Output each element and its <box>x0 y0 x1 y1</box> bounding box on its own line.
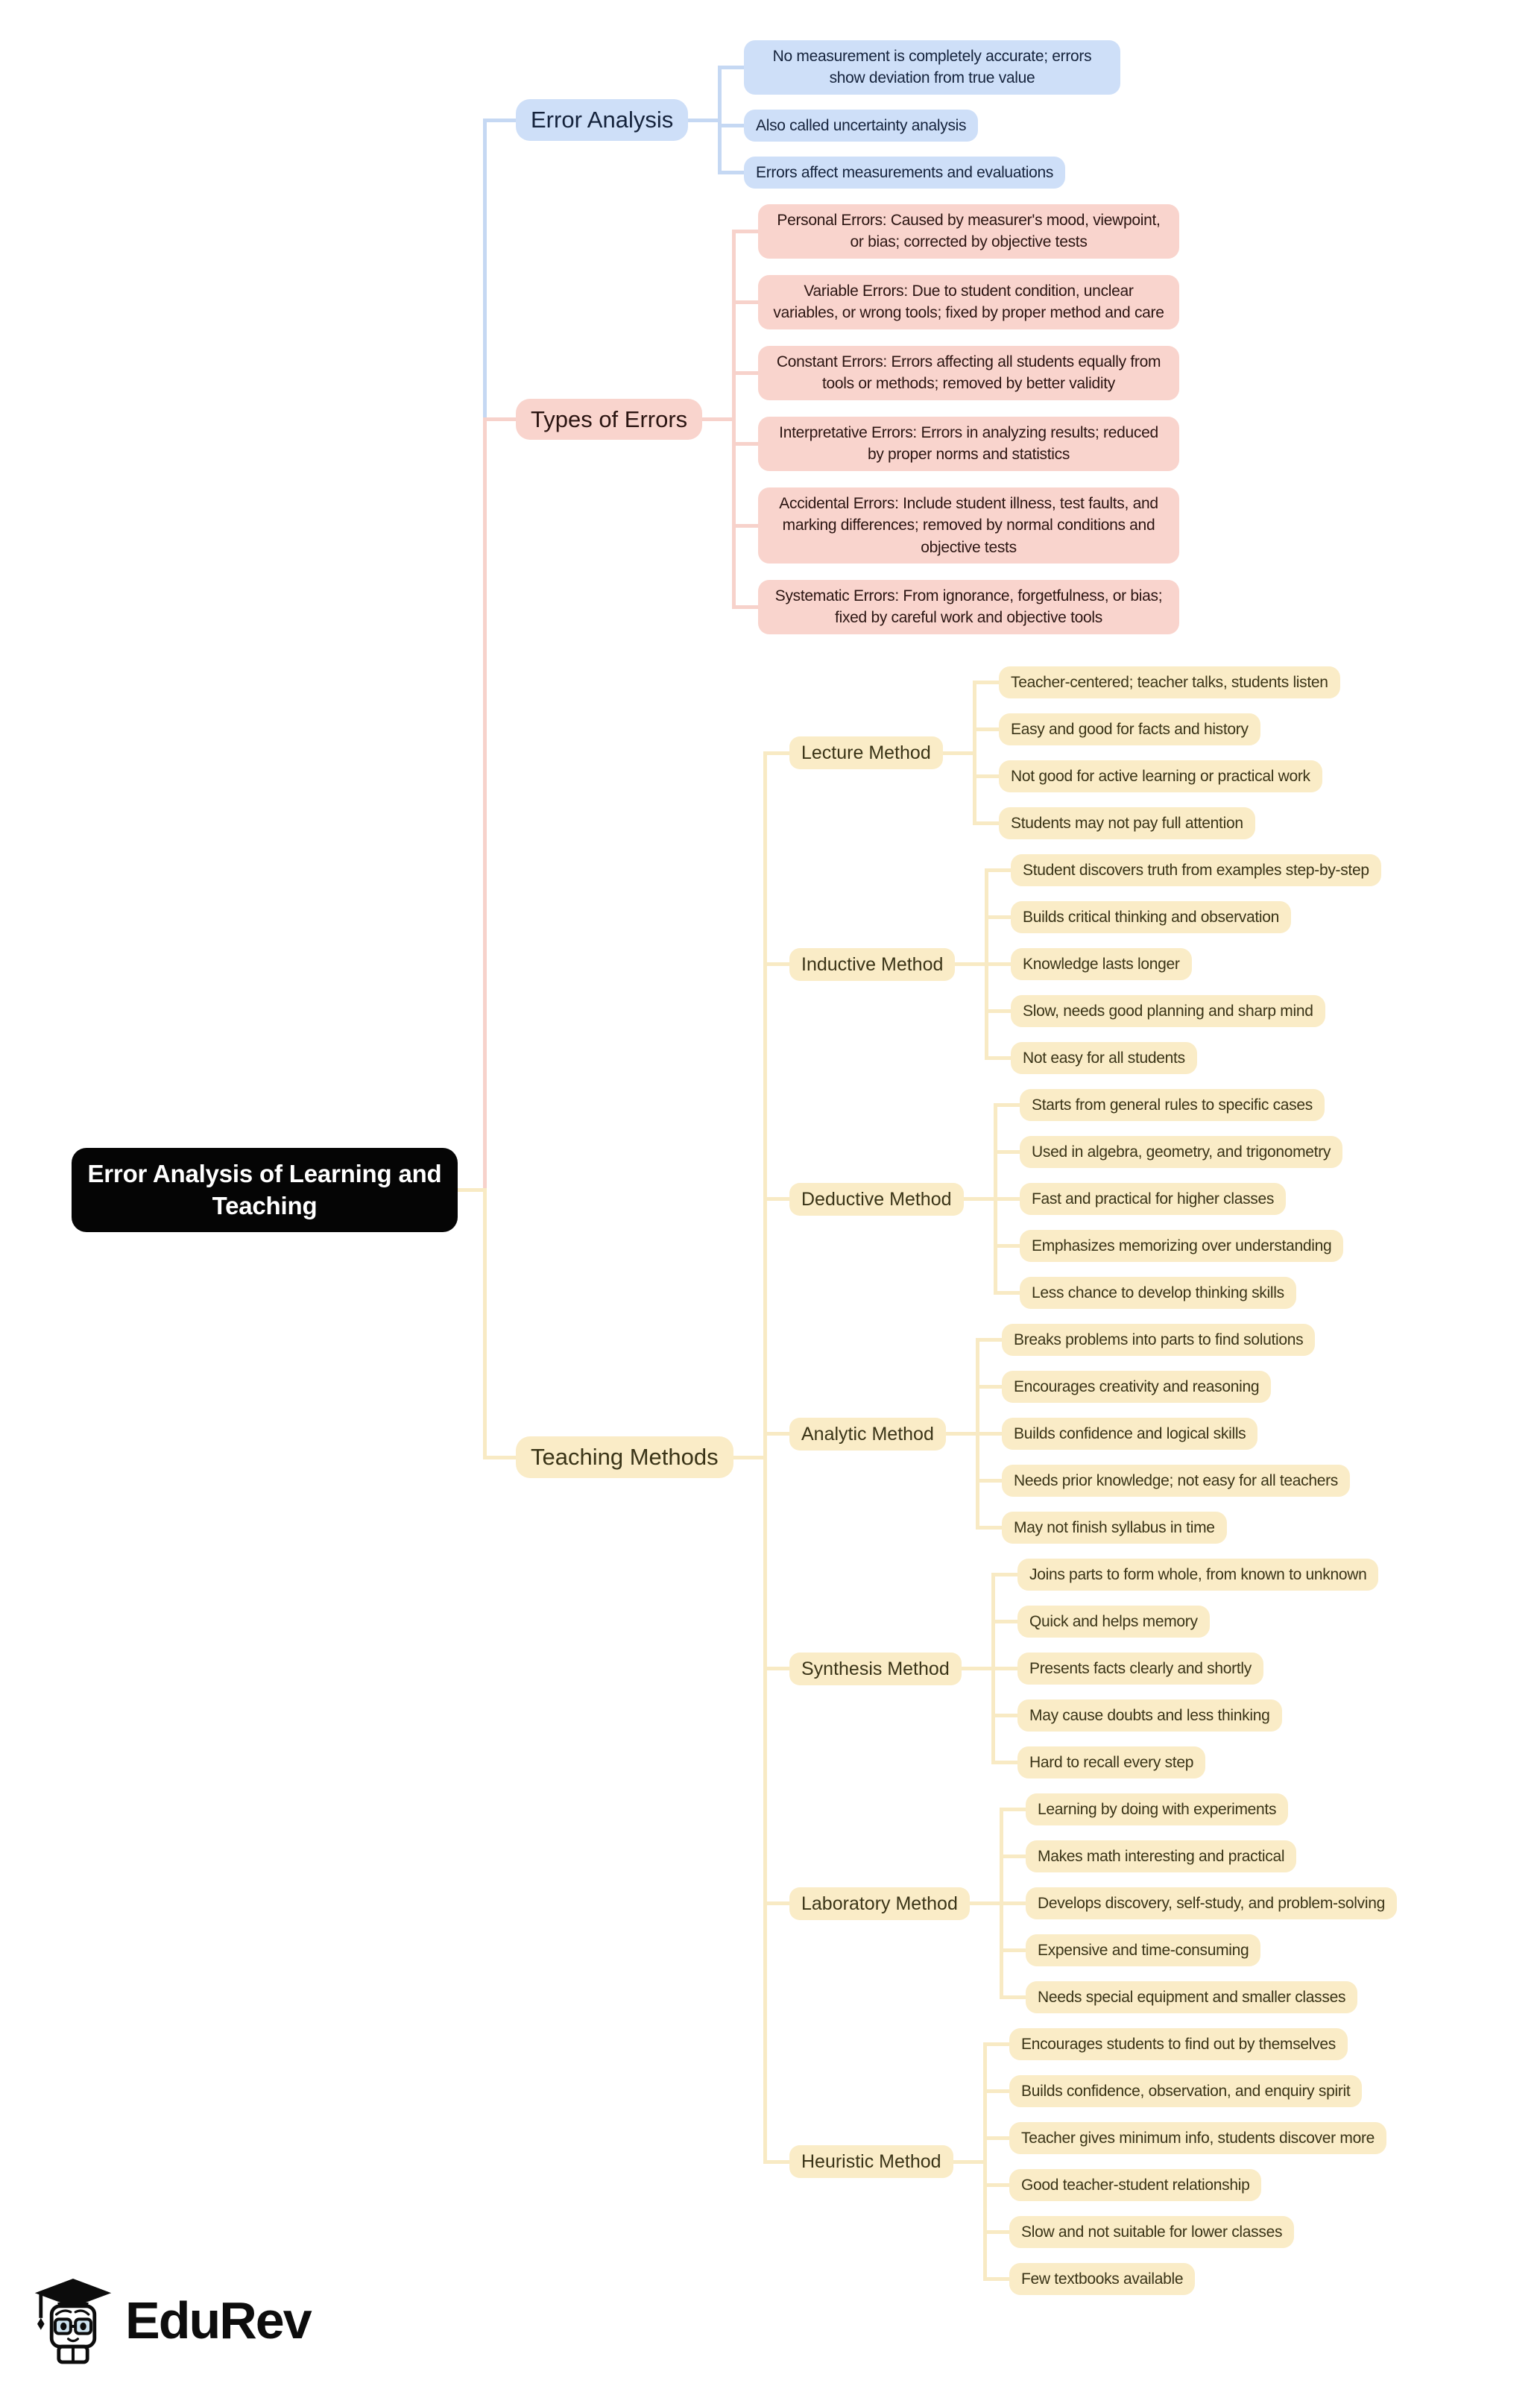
connector-line <box>718 171 744 174</box>
leaf-node: Used in algebra, geometry, and trigonometry <box>1020 1136 1342 1168</box>
leaf-node: Few textbooks available <box>1009 2263 1195 2295</box>
connector-line <box>983 2277 1009 2281</box>
method-node-heuristic-method: Heuristic Method <box>789 2145 953 2178</box>
leaf-node: Accidental Errors: Include student illness, test faults, and marking differences; removed by normal conditions and objective tests <box>758 487 1179 564</box>
connector-line <box>763 1667 789 1670</box>
connector-line <box>991 1573 1017 1576</box>
leaf-node: Joins parts to form whole, from known to unknown <box>1017 1559 1378 1591</box>
method-node-laboratory-method: Laboratory Method <box>789 1887 970 1920</box>
leaf-node: Starts from general rules to specific cases <box>1020 1089 1325 1121</box>
connector-line <box>733 1456 767 1459</box>
leaf-node: Makes math interesting and practical <box>1026 1840 1296 1872</box>
connector-line <box>976 1338 1002 1342</box>
leaf-node: Student discovers truth from examples step-by-step <box>1011 854 1381 886</box>
connector-line <box>973 821 999 825</box>
connector-line <box>1000 1855 1026 1858</box>
edurev-mascot-icon <box>31 2275 115 2366</box>
connector-line <box>983 2183 1009 2187</box>
leaf-node: Presents facts clearly and shortly <box>1017 1653 1263 1685</box>
connector-line <box>985 1056 1011 1060</box>
leaf-node: Constant Errors: Errors affecting all students equally from tools or methods; removed by better validity <box>758 346 1179 400</box>
leaf-node: Needs special equipment and smaller classes <box>1026 1981 1357 2013</box>
leaf-node: Encourages creativity and reasoning <box>1002 1371 1271 1403</box>
connector-line <box>732 442 758 446</box>
connector-line <box>1000 1901 1026 1905</box>
leaf-node: Hard to recall every step <box>1017 1746 1205 1778</box>
connector-line <box>718 66 744 69</box>
connector-line <box>983 2089 1009 2093</box>
leaf-node: Slow, needs good planning and sharp mind <box>1011 995 1325 1027</box>
leaf-node: Variable Errors: Due to student condition, unclear variables, or wrong tools; fixed by proper method and care <box>758 275 1179 329</box>
leaf-node: Students may not pay full attention <box>999 807 1255 839</box>
connector-line <box>1000 1808 1026 1811</box>
connector-line <box>732 524 758 528</box>
method-node-deductive-method: Deductive Method <box>789 1183 964 1216</box>
connector-line <box>946 1432 979 1436</box>
connector-line <box>994 1150 1020 1154</box>
root-node: Error Analysis of Learning and Teaching <box>72 1148 458 1232</box>
connector-line <box>483 1456 516 1459</box>
leaf-node: Learning by doing with experiments <box>1026 1793 1288 1825</box>
connector-line <box>991 1761 1017 1764</box>
leaf-node: Easy and good for facts and history <box>999 713 1260 745</box>
connector-line <box>1000 1948 1026 1952</box>
connector-line <box>763 751 789 755</box>
connector-line <box>483 417 487 1192</box>
leaf-node: Knowledge lasts longer <box>1011 948 1192 980</box>
connector-line <box>994 1291 1020 1295</box>
leaf-node: Errors affect measurements and evaluations <box>744 157 1065 189</box>
branch-node-teaching-methods: Teaching Methods <box>516 1436 733 1478</box>
connector-line <box>763 1432 789 1436</box>
connector-line <box>985 1009 1011 1013</box>
connector-line <box>983 2230 1009 2234</box>
leaf-node: Encourages students to find out by themselves <box>1009 2028 1348 2060</box>
connector-line <box>763 962 789 966</box>
connector-line <box>483 417 516 421</box>
connector-line <box>718 124 744 127</box>
connector-line <box>994 1103 1020 1107</box>
method-node-analytic-method: Analytic Method <box>789 1418 946 1451</box>
connector-line <box>976 1385 1002 1389</box>
connector-line <box>983 2136 1009 2140</box>
leaf-node: Fast and practical for higher classes <box>1020 1183 1286 1215</box>
leaf-node: Develops discovery, self-study, and problem-solving <box>1026 1887 1397 1919</box>
leaf-node: May cause doubts and less thinking <box>1017 1699 1282 1732</box>
connector-line <box>991 1714 1017 1717</box>
leaf-node: Good teacher-student relationship <box>1009 2169 1261 2201</box>
leaf-node: Builds confidence, observation, and enquiry spirit <box>1009 2075 1362 2107</box>
leaf-node: Quick and helps memory <box>1017 1606 1210 1638</box>
connector-line <box>732 230 758 233</box>
connector-line <box>962 1667 995 1670</box>
connector-line <box>973 727 999 731</box>
connector-line <box>732 605 758 609</box>
connector-line <box>985 915 1011 919</box>
connector-line <box>953 2160 987 2164</box>
method-node-synthesis-method: Synthesis Method <box>789 1653 962 1685</box>
connector-line <box>970 1901 1003 1905</box>
connector-line <box>983 2042 1009 2046</box>
leaf-node: Personal Errors: Caused by measurer's mood, viewpoint, or bias; corrected by objective tests <box>758 204 1179 259</box>
connector-line <box>763 1197 789 1201</box>
connector-line <box>732 371 758 375</box>
leaf-node: Expensive and time-consuming <box>1026 1934 1260 1966</box>
leaf-node: Interpretative Errors: Errors in analyzing results; reduced by proper norms and statistics <box>758 417 1179 471</box>
connector-line <box>943 751 976 755</box>
branch-node-error-analysis: Error Analysis <box>516 99 688 141</box>
connector-line <box>985 962 1011 966</box>
leaf-node: Teacher gives minimum info, students discover more <box>1009 2122 1386 2154</box>
leaf-node: Teacher-centered; teacher talks, students listen <box>999 666 1340 698</box>
leaf-node: Less chance to develop thinking skills <box>1020 1277 1296 1309</box>
connector-line <box>483 1188 487 1459</box>
leaf-node: Also called uncertainty analysis <box>744 110 978 142</box>
leaf-node: Builds confidence and logical skills <box>1002 1418 1257 1450</box>
connector-line <box>483 119 487 422</box>
connector-line <box>458 1188 487 1192</box>
connector-line <box>732 300 758 304</box>
method-node-lecture-method: Lecture Method <box>789 736 943 769</box>
connector-line <box>973 774 999 778</box>
connector-line <box>991 1620 1017 1623</box>
connector-line <box>985 868 1011 872</box>
leaf-node: No measurement is completely accurate; errors show deviation from true value <box>744 40 1120 95</box>
connector-line <box>991 1667 1017 1670</box>
connector-line <box>1000 1995 1026 1999</box>
method-node-inductive-method: Inductive Method <box>789 948 955 981</box>
connector-line <box>994 1244 1020 1248</box>
connector-line <box>976 1479 1002 1483</box>
connector-line <box>688 119 722 122</box>
edurev-logo-text: EduRev <box>125 2291 311 2349</box>
connector-line <box>483 119 516 122</box>
connector-line <box>763 1901 789 1905</box>
leaf-node: Emphasizes memorizing over understanding <box>1020 1230 1343 1262</box>
connector-line <box>763 2160 789 2164</box>
connector-line <box>955 962 988 966</box>
connector-line <box>976 1526 1002 1530</box>
connector-line <box>702 417 736 421</box>
connector-line <box>976 1432 1002 1436</box>
leaf-node: Slow and not suitable for lower classes <box>1009 2216 1294 2248</box>
leaf-node: Not good for active learning or practical work <box>999 760 1322 792</box>
leaf-node: Not easy for all students <box>1011 1042 1197 1074</box>
leaf-node: Needs prior knowledge; not easy for all teachers <box>1002 1465 1350 1497</box>
connector-line <box>964 1197 997 1201</box>
connector-line <box>994 1197 1020 1201</box>
leaf-node: Systematic Errors: From ignorance, forgetfulness, or bias; fixed by careful work and objective tools <box>758 580 1179 634</box>
edurev-logo <box>31 2275 311 2366</box>
branch-node-types-of-errors: Types of Errors <box>516 399 702 441</box>
leaf-node: Breaks problems into parts to find solutions <box>1002 1324 1315 1356</box>
leaf-node: Builds critical thinking and observation <box>1011 901 1291 933</box>
connector-line <box>973 681 999 684</box>
leaf-node: May not finish syllabus in time <box>1002 1512 1227 1544</box>
